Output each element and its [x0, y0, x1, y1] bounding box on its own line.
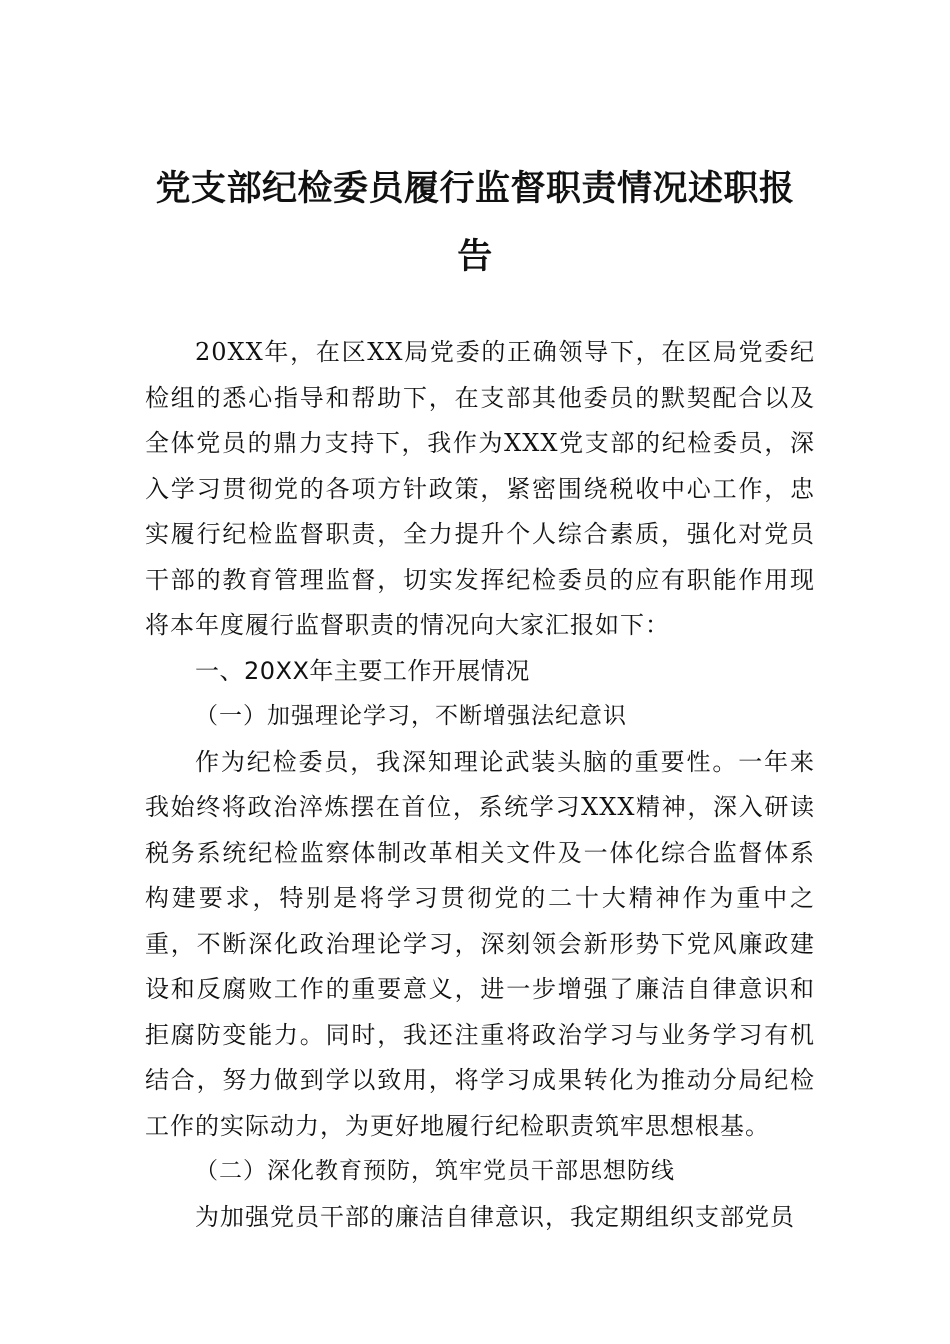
subsection-2-heading: （二）深化教育预防，筑牢党员干部思想防线 [195, 1158, 675, 1184]
title-line-2: 告 [457, 236, 493, 277]
subsection-2-paragraph: 为加强党员干部的廉洁自律意识，我定期组织支部党员 [195, 1202, 795, 1231]
section-1-heading: 一、20XX年主要工作开展情况 [195, 656, 530, 685]
subsection-1-heading: （一）加强理论学习，不断增强法纪意识 [195, 703, 627, 729]
intro-paragraph: 20XX年，在区XX局党委的正确领导下，在区局党委纪检组的悉心指导和帮助下，在支部其他委员的默契配合以及全体党员的鼎力支持下，我作为XXX党支部的纪检委员，深入学习贯彻党的各项方针政策，紧密围绕税收中心工作，忠实履行纪检监督职责，全力提升个人综合素质，强化对党员干部的教育管理监督，切实发挥纪检委员的应有职能作用现将本年度履行监督职责的情况向大家汇报如下： [145, 338, 815, 639]
title-line-1: 党支部纪检委员履行监督职责情况述职报 [155, 168, 795, 209]
document-body [145, 330, 815, 1240]
subsection-1-paragraph: 作为纪检委员，我深知理论武装头脑的重要性。一年来我始终将政治淬炼摆在首位，系统学习XXX精神，深入研读税务系统纪检监察体制改革相关文件及一体化综合监督体系构建要求，特别是将学习贯彻党的二十大精神作为重中之重，不断深化政治理论学习，深刻领会新形势下党风廉政建设和反腐败工作的重要意义，进一步增强了廉洁自律意识和拒腐防变能力。同时，我还注重将政治学习与业务学习有机结合，努力做到学以致用，将学习成果转化为推动分局纪检工作的实际动力，为更好地履行纪检职责筑牢思想根基。 [145, 747, 815, 1140]
document-title [100, 155, 850, 291]
